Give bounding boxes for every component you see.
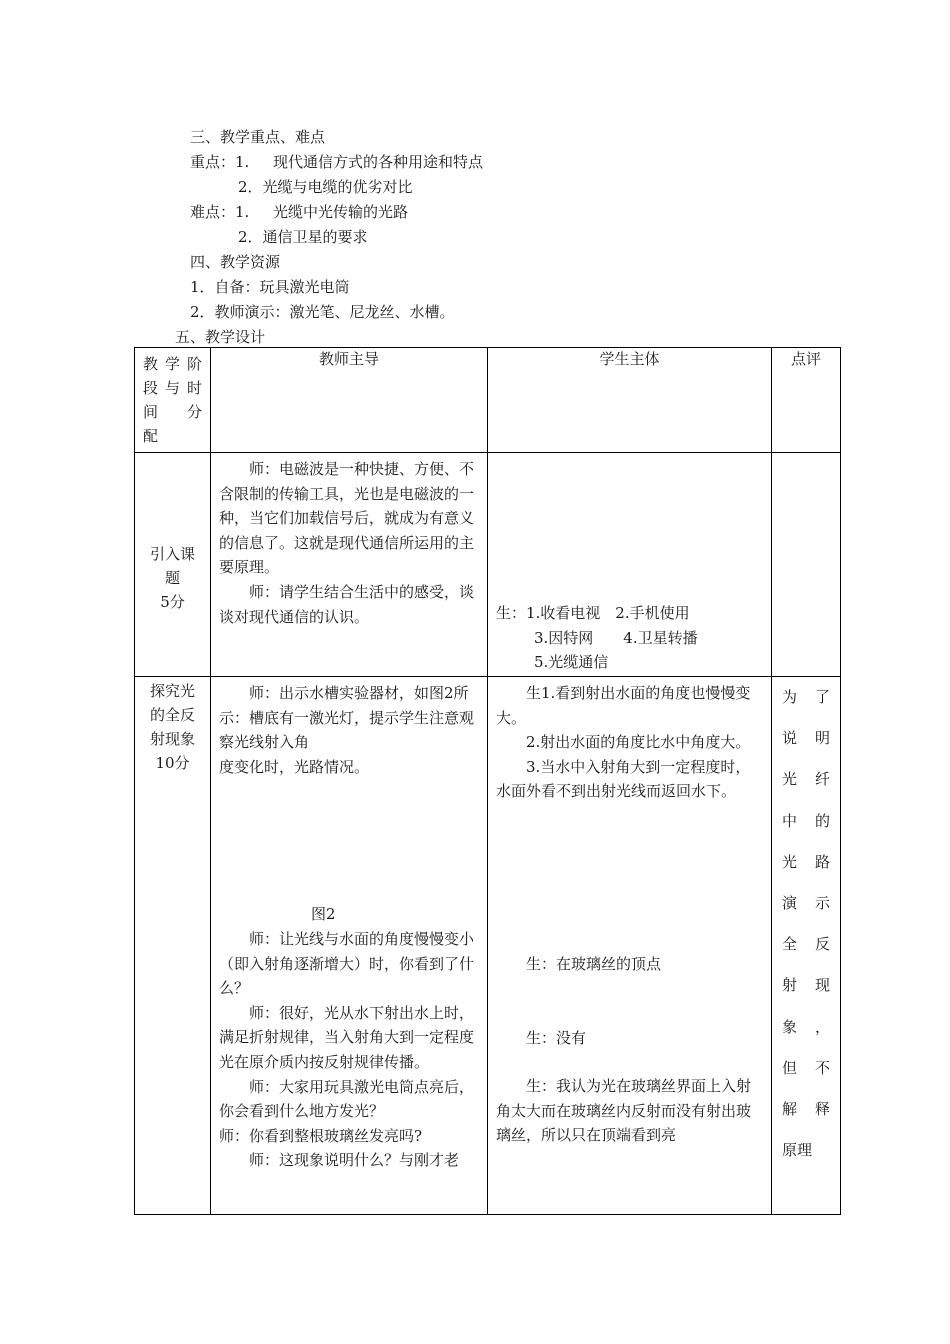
difficult-point-2: 2．通信卫星的要求 (238, 228, 368, 246)
teacher-paragraph: 师：让光线与水面的角度慢慢变小（即入射角逐渐增大）时，你看到了什么？ (219, 929, 475, 998)
teaching-design-table (134, 347, 841, 1215)
stage-line: 射现象 (149, 730, 195, 748)
student-paragraph: 2.射出水面的角度比水中角度大。 (526, 733, 751, 752)
comment-intro (772, 453, 841, 677)
teacher-paragraph: 师：这现象说明什么？与刚才老 (249, 1151, 460, 1170)
student-paragraph: 生1.看到射出水面的角度也慢慢变大。 (496, 684, 751, 727)
comment-line: 射现 (782, 976, 830, 995)
student-line: 生：1.收看电视 2.手机使用 (496, 604, 690, 622)
teacher-paragraph: 师：请学生结合生活中的感受，谈谈对现代通信的认识。 (219, 582, 475, 626)
header-stage-line: 段与时 (143, 379, 202, 397)
comment-line: 中的 (782, 811, 830, 830)
student-line: 3.因特网 4.卫星转播 (534, 628, 698, 647)
stage-line: 的全反 (149, 706, 195, 724)
comment-line: 光路 (782, 852, 830, 871)
key-point-2: 2．光缆与电缆的优劣对比 (238, 178, 413, 196)
header-stage-line: 间 分 (143, 403, 202, 421)
figure-space (219, 779, 479, 902)
table-row-intro (135, 453, 841, 677)
student-paragraph: 生：没有 (526, 1028, 587, 1047)
comment-line: 象， (782, 1017, 830, 1036)
teacher-total-reflection (211, 677, 488, 1215)
student-intro (488, 453, 772, 677)
difficult-label: 难点：1. (190, 203, 250, 221)
student-paragraph: 生：在玻璃丝的顶点 (526, 954, 662, 973)
stage-line: 5分 (160, 592, 185, 611)
teacher-paragraph: 师：很好，光从水下射出水上时，满足折射规律，当入射角大到一定程度光在原介质内按反射规律传播。 (219, 1003, 475, 1071)
stage-line: 题 (164, 568, 180, 587)
student-total-reflection (488, 677, 772, 1215)
stage-line: 引入课 (149, 544, 195, 563)
stage-line: 探究光 (149, 682, 195, 700)
comment-line: 说明 (782, 729, 830, 748)
comment-line: 演示 (782, 894, 830, 913)
section3-title: 三、教学重点、难点 (190, 128, 326, 146)
header-stage-line: 教学阶 (143, 355, 202, 373)
section5-title: 五、教学设计 (175, 328, 266, 346)
teacher-paragraph: 师：电磁波是一种快捷、方便、不含限制的传输工具，光也是电磁波的一种，当它们加载信号后，就成为有意义的信息了。这就是现代通信所运用的主要原理。 (219, 460, 475, 577)
resource-1: 1．自备：玩具激光电筒 (190, 278, 350, 296)
header-stage-line: 配 (143, 427, 159, 445)
header-teacher: 教师主导 (211, 348, 488, 453)
header-stage (135, 348, 211, 453)
resource-2: 2．教师演示：激光笔、尼龙丝、水槽。 (190, 303, 455, 321)
teacher-intro (211, 453, 488, 677)
key-points-label: 重点：1. (190, 153, 250, 171)
teacher-paragraph: 师：出示水槽实验器材，如图2所示：槽底有一激光灯，提示学生注意观察光线射入角 (219, 684, 475, 752)
stage-intro (135, 453, 211, 677)
teacher-paragraph: 度变化时，光路情况。 (219, 757, 370, 776)
stage-line: 10分 (155, 754, 190, 772)
student-line: 5.光缆通信 (534, 653, 609, 672)
teacher-paragraph: 师：你看到整根玻璃丝发亮吗? (219, 1126, 423, 1145)
figure-caption: 图2 (311, 905, 336, 924)
comment-line: 原理 (782, 1141, 813, 1160)
header-comment: 点评 (772, 348, 841, 453)
comment-line: 但不 (782, 1058, 830, 1077)
table-row-total-reflection (135, 677, 841, 1215)
comment-line: 全反 (782, 935, 830, 954)
header-student: 学生主体 (488, 348, 772, 453)
comment-line: 光纤 (782, 770, 830, 789)
difficult-point-1: 光缆中光传输的光路 (273, 203, 409, 221)
student-paragraph: 生：我认为光在玻璃丝界面上入射角太大而在玻璃丝内反射而没有射出玻璃丝，所以只在顶端看到亮 (496, 1077, 752, 1145)
key-point-1: 现代通信方式的各种用途和特点 (273, 153, 484, 171)
student-paragraph: 3.当水中入射角大到一定程度时，水面外看不到出射光线而返回水下。 (496, 757, 751, 801)
comment-line: 为了 (782, 688, 830, 706)
comment-total-reflection (772, 677, 841, 1215)
section4-title: 四、教学资源 (190, 253, 281, 271)
comment-line: 解释 (782, 1100, 830, 1119)
stage-total-reflection (135, 677, 211, 1215)
table-header-row (135, 348, 841, 453)
teacher-paragraph: 师：大家用玩具激光电筒点亮后，你会看到什么地方发光？ (219, 1077, 475, 1121)
